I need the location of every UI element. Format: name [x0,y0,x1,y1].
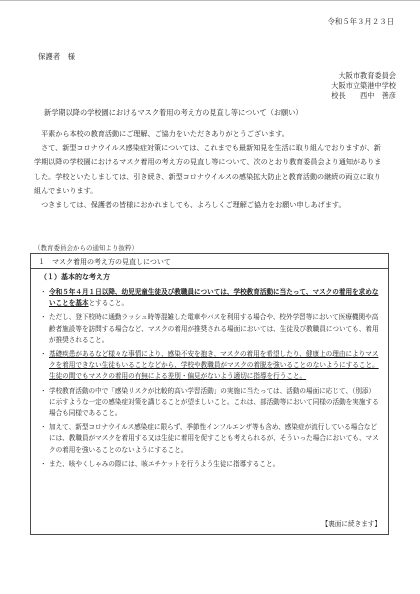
bullet-marker: ・ [40,423,47,432]
bullet-marker: ・ [40,313,47,322]
notice-bullet-item [39,349,381,383]
addressee: 保護者 様 [38,52,75,61]
sender-school: 大阪市立簗港中学校 [331,81,396,90]
notice-heading: １ マスク着用の考え方の見直しについて [38,258,171,266]
sender-principal: 校長 西中 善彦 [331,91,396,100]
bullet-text: 加えて、新型コロナウイルス感染症に限らず、季節性インフルエンザ等も含め、感染症が流行している場合などには、教職員がマスクを着用する又は生徒に着用を促すことも考えられるが、そういった場合においても、マスクの着用を強いることのないようにすること。 [49,423,379,454]
body-paragraph: さて、新型コロナウイルス感染症対策については、これまでも最新知見を生活に取り組んでおりますが、新学期以降の学校園におけるマスク着用の考え方の見直し等について、次のとおり教育委員会より通知がありました。学校といたしましては、引き続き、新型コロナウイルスの感染拡大防止と教育活動の継続の両立に取り組んでまいります。 [34,143,382,195]
bullet-text: 基礎疾患があるなど様々な事情により、感染不安を抱き、マスクの着用を希望したり、健康上の理由によりマスクを着用できない生徒もいることなどから、学校や教職員がマスクの着脱を強いることのないようにすること。生徒の間でもマスクの着用の有無による差別・偏見がないよう適切に指導を行うこと。 [49,350,379,381]
notice-subheading: （１）基本的な考え方 [40,273,110,281]
notice-bullet-item [39,287,381,309]
body-paragraph: つきましては、保護者の皆様におかれましても、よろしくご理解ご協力をお願い申しあげます。 [41,200,346,210]
bullet-text: 令和５年４月１日以降、幼児児童生徒及び教職員については、学校教育活動に当たって、マスクの着用を求めないことを基本 [49,288,379,308]
bullet-marker: ・ [40,386,47,395]
notice-box [30,253,389,535]
issue-date: 令和５年３月２３日 [327,17,394,26]
continued-note: 【裏面に続きます】 [321,520,381,528]
body-paragraph: 平素から本校の教育活動にご理解、ご協力をいただきありがとうございます。 [41,129,289,138]
bullet-text: とすること。 [88,299,129,308]
notice-bullet-item [39,386,381,420]
bullet-text: 学校教育活動の中で「感染リスクが比較的高い学習活動」の実施に当たっては、活動の場面に応じて、（別添）に示すような一定の感染症対策を講じることが望ましいこと。これは、部活動等において同様の活動を実施する場合も同様であること。 [49,386,379,418]
source-note: （教育委員会からの通知より抜粋） [34,244,138,252]
notice-divider [31,268,388,269]
sender-organization: 大阪市教育委員会 [338,71,396,80]
bullet-marker: ・ [40,288,47,296]
notice-bullet-list [39,287,381,473]
bullet-text: また、咳やくしゃみの際には、咳エチケットを行うよう生徒に指導すること。 [49,459,280,468]
bullet-marker: ・ [40,350,47,359]
notice-bullet-item [39,459,381,470]
notice-bullet-item [39,312,381,346]
notice-bullet-item [39,422,381,456]
sender-block [331,71,396,101]
bullet-text: ただし、登下校時に通勤ラッシュ時等混雑した電車やバスを利用する場合や、校外学習等において医療機関や高齢者施設等を訪問する場合など、マスクの着用が推奨される場面においては、生徒及び教職員についても、着用が推奨されること。 [49,313,379,344]
page-top-edge [0,0,420,1]
document-body [34,127,386,212]
bullet-marker: ・ [40,459,47,468]
document-title: 新学期以降の学校園におけるマスク着用の考え方の見直し等について（お願い） [44,108,303,117]
